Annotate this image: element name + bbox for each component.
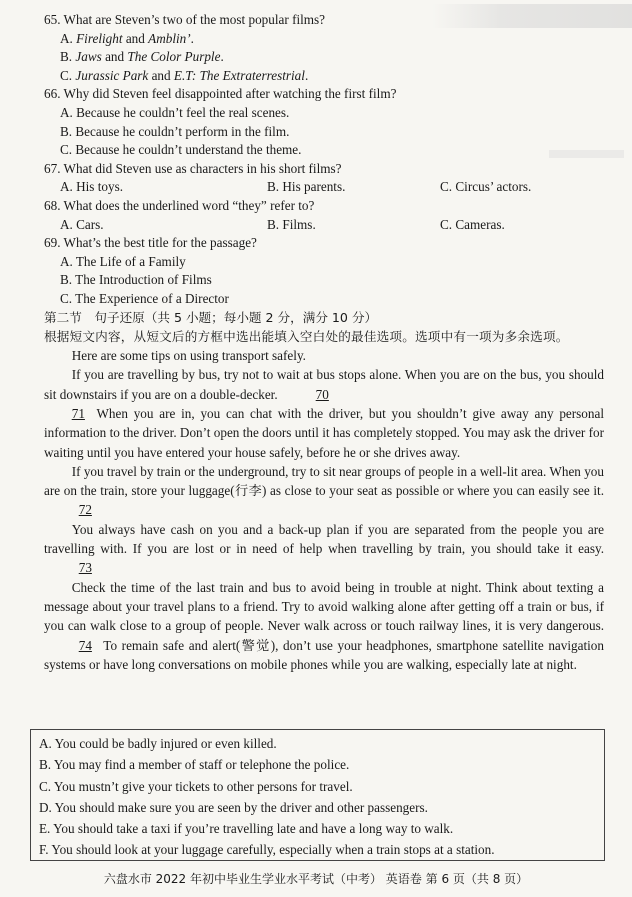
page-footer: 六盘水市 2022 年初中毕业生学业水平考试（中考） 英语卷 第 6 页（共 8 页） (103, 872, 529, 886)
answer-option-e: E. You should take a taxi if you’re travelling late and have a long way to walk. (39, 821, 454, 837)
blank-73: 73 (78, 560, 92, 576)
option-68-b: B. Films. (267, 216, 316, 232)
answer-option-c: C. You mustn’t give your tickets to other persons for travel. (39, 778, 353, 794)
question-67: 67. What did Steven use as characters in his short films? (44, 160, 342, 176)
section-title: 第二节 句子还原（共 5 小题；每小题 2 分，满分 10 分） (44, 309, 378, 325)
question-69: 69. What’s the best title for the passage? (44, 235, 257, 251)
answer-option-a: A. You could be badly injured or even killed. (39, 736, 277, 751)
passage-bus: If you are travelling by bus, try not to wait at bus stops alone. When you are on the bus, you should sit downstairs if you are on a double-decker. 70 (44, 365, 604, 404)
option-69-c: C. The Experience of a Director (60, 290, 229, 306)
option-65-b: B. Jaws and The Color Purple. (60, 49, 224, 65)
passage-cash: You always have cash on you and a back-up plan if you are separated from the people you are travelling with. If you are lost or in need of help when travelling by train, you should take it easy. 73 (44, 520, 604, 578)
option-68-c: C. Cameras. (440, 216, 505, 232)
options-68 (60, 216, 604, 235)
options-67 (60, 178, 604, 197)
question-68: 68. What does the underlined word “they” refer to? (44, 197, 315, 213)
question-65: 65. What are Steven’s two of the most popular films? (44, 12, 326, 27)
option-69-a: A. The Life of a Family (60, 253, 186, 269)
blank-74: 74 (78, 637, 92, 653)
passage-intro: Here are some tips on using transport safely. (71, 348, 306, 364)
option-69-b: B. The Introduction of Films (60, 272, 212, 288)
option-68-a: A. Cars. (60, 216, 104, 232)
blank-71: 71 (71, 405, 85, 421)
passage-night: Check the time of the last train and bus to avoid being in trouble at night. Think about texting a message about your travel plans to a friend. Try to avoid walking alone after getting off a train or bus, if you can walk close to a group of people. Never walk across or touch railway lines, it is very dangerous. 74 To remain safe and alert(警觉), don’t use your headphones, smartphone satellite navigation systems or have long conversations on mobile phones while you are walking, especially late at night. (44, 579, 604, 672)
answer-option-b: B. You may find a member of staff or telephone the police. (39, 757, 350, 773)
blank-72: 72 (78, 502, 92, 518)
option-65-c: C. Jurassic Park and E.T: The Extraterrestrial. (60, 67, 309, 83)
blank-70: 70 (315, 386, 329, 402)
answer-option-d: D. You should make sure you are seen by the driver and other passengers. (39, 799, 428, 815)
question-66: 66. Why did Steven feel disappointed after watching the first film? (44, 86, 397, 102)
option-66-a: A. Because he couldn’t feel the real scenes. (60, 104, 290, 120)
answer-option-f: F. You should look at your luggage carefully, especially when a train stops at a station. (39, 842, 495, 858)
option-67-b: B. His parents. (267, 179, 346, 195)
option-67-a: A. His toys. (60, 179, 124, 195)
exam-page (44, 11, 604, 674)
answer-options-box (30, 729, 605, 861)
passage-train: If you travel by train or the underground, try to sit near groups of people in a well-lit area. When you are on the train, store your luggage(行李) as close to your seat as possible or where you can easily see it. 72 (44, 462, 604, 520)
option-65-a: A. Firelight and Amblin’. (60, 30, 194, 46)
option-66-c: C. Because he couldn’t understand the theme. (60, 142, 302, 158)
option-67-c: C. Circus’ actors. (440, 179, 532, 195)
option-66-b: B. Because he couldn’t perform in the film. (60, 123, 290, 139)
passage-driver: 71 When you are in, you can chat with the driver, but you shouldn’t give away any personal information to the driver. Don’t open the doors until it has completely stopped. You may ask the driver for waiting until you have entered your house safely, before he or she drives away. (44, 405, 604, 460)
section-instruction: 根据短文内容，从短文后的方框中选出能填入空白处的最佳选项。选项中有一项为多余选项。 (44, 329, 569, 345)
